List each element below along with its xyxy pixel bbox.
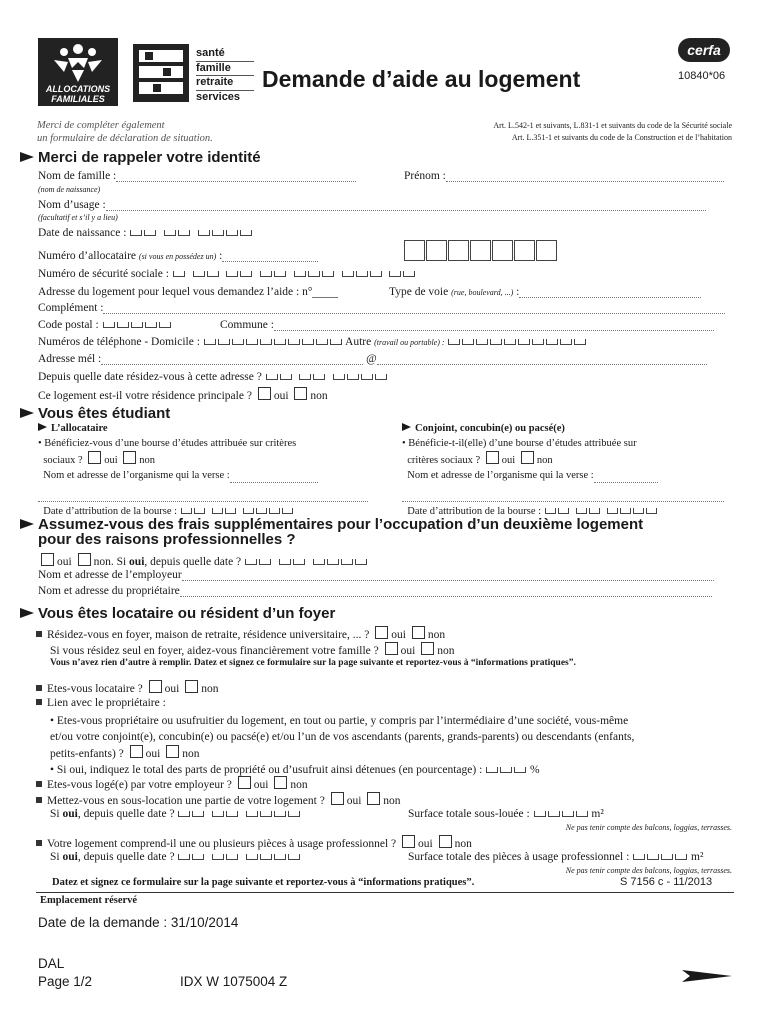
hint-balcons-1: Ne pas tenir compte des balcons, loggias, terrasses. xyxy=(565,823,732,832)
legal-line-2: Art. L.351-1 et suivants du code de la Construction et de l’habitation xyxy=(511,133,732,142)
lien-non-checkbox[interactable] xyxy=(166,745,179,758)
field-employeur[interactable]: Nom et adresse de l’employeur xyxy=(38,569,714,581)
small-arrow-icon xyxy=(38,423,47,431)
field-num-secu[interactable]: Numéro de sécurité sociale : xyxy=(38,268,416,280)
field-commune[interactable]: Commune : xyxy=(220,319,714,331)
tenant-notice: Vous n’avez rien d’autre à remplir. Datez et signez ce formulaire sur la page suivante et reportez-vous à “informations pratiques”. xyxy=(50,658,576,668)
field-depuis-date[interactable]: Depuis quelle date résidez-vous à cette adresse ? xyxy=(38,371,388,383)
msa-icon xyxy=(133,44,189,102)
date-demande: Date de la demande : 31/10/2014 xyxy=(38,915,239,930)
cerfa-text: cerfa xyxy=(687,42,721,58)
field-nom-famille[interactable]: Nom de famille : xyxy=(38,170,356,182)
foyer-oui-checkbox[interactable] xyxy=(375,626,388,639)
pro-oui-checkbox[interactable] xyxy=(402,835,415,848)
msa-logo xyxy=(133,44,189,102)
tenant-heading: Vous êtes locataire ou résident d’un foyer xyxy=(20,605,335,622)
reserved-area-border xyxy=(36,892,734,893)
student1-non-checkbox[interactable] xyxy=(123,451,136,464)
msa-line-retraite: retraite xyxy=(196,76,254,91)
msa-line-services: services xyxy=(196,90,241,103)
souslocation-non-checkbox[interactable] xyxy=(367,792,380,805)
student2-non-checkbox[interactable] xyxy=(521,451,534,464)
section-arrow-icon xyxy=(20,408,34,418)
q-seul: Si vous résidez seul en foyer, aidez-vous financièrement votre famille ? oui non xyxy=(50,642,454,657)
legal-line-1: Art. L.542-1 et suivants, L.831-1 et suivants du code de la Sécurité sociale xyxy=(493,121,732,130)
field-surface-pro[interactable]: Surface totale des pièces à usage professionnel : m² xyxy=(408,851,704,863)
second-home-non-checkbox[interactable] xyxy=(78,553,91,566)
small-arrow-icon xyxy=(402,423,411,431)
autre-label: Autre xyxy=(345,336,372,348)
student1-org-field[interactable]: Nom et adresse de l’organisme qui la verse : xyxy=(38,468,378,483)
q-locataire: Etes-vous locataire ? oui non xyxy=(36,680,219,695)
hint-balcons-2: Ne pas tenir compte des balcons, loggias, terrasses. xyxy=(565,866,732,875)
bullet-square-icon xyxy=(36,685,42,691)
field-type-voie[interactable]: Type de voie (rue, boulevard, ...) : xyxy=(389,286,701,298)
section-arrow-icon xyxy=(20,519,34,529)
lien-oui-checkbox[interactable] xyxy=(130,745,143,758)
section-arrow-icon xyxy=(20,152,34,162)
souslocation-oui-checkbox[interactable] xyxy=(331,792,344,805)
student-col1: L’allocataire • Bénéficiez-vous d’une bourse d’études attribuée sur critères sociaux ? oui non Nom et adresse de l’organisme qui la verse : Date d’attribution de la bourse : xyxy=(38,421,378,519)
nom-naissance-hint: (nom de naissance) xyxy=(38,185,101,194)
employeur-non-checkbox[interactable] xyxy=(274,776,287,789)
student2-oui-checkbox[interactable] xyxy=(486,451,499,464)
field-pro-date[interactable]: Si oui, depuis quelle date ? xyxy=(50,851,301,863)
field-souslocation-date[interactable]: Si oui, depuis quelle date ? xyxy=(50,808,301,820)
section-arrow-icon xyxy=(20,608,34,618)
field-date-naissance[interactable]: Date de naissance : xyxy=(38,227,253,239)
q-lien-text: • Etes-vous propriétaire ou usufruitier du logement, en tout ou partie, y compris par l’intermédiaire d’une société, vous-même et/ou votre conjoint(e), concubin(e) ou pacsé(e) et/ou l’un de vos ascendants (parents, grands-parents) ou descendants (enfants, petits-enfants) ? oui non • Si oui, indiquez le total des parts de propriété ou d’usufruit ainsi détenues (en pourcentage) : % xyxy=(50,713,740,778)
bullet-square-icon xyxy=(36,840,42,846)
student1-date-field[interactable]: Date d’attribution de la bourse : xyxy=(38,504,378,519)
bullet-square-icon xyxy=(36,631,42,637)
student2-org-field[interactable]: Nom et adresse de l’organisme qui la verse : xyxy=(402,468,734,483)
foyer-non-checkbox[interactable] xyxy=(412,626,425,639)
field-num-allocataire[interactable]: Numéro d’allocataire (si vous en possédez un) : xyxy=(38,250,318,262)
page-title: Demande d’aide au logement xyxy=(262,66,581,92)
bullet-square-icon xyxy=(36,797,42,803)
residence-oui-checkbox[interactable] xyxy=(258,387,271,400)
q-pro: Votre logement comprend-il une ou plusieurs pièces à usage professionnel ? oui non xyxy=(36,835,472,850)
msa-line-sante: santé xyxy=(196,47,254,62)
form-reference: S 7156 c - 11/2013 xyxy=(620,876,713,888)
student-col2: Conjoint, concubin(e) ou pacsé(e) • Bénéficie-t-il(elle) d’une bourse d’études attribuée sur critères sociaux ? oui non Nom et adresse de l’organisme qui la verse : Date d’attribution de la bourse : xyxy=(402,421,734,519)
msa-line-famille: famille xyxy=(196,62,254,77)
idx-reference: IDX W 1075004 Z xyxy=(180,974,288,989)
q-lien: Lien avec le propriétaire : xyxy=(36,697,166,709)
note-line-2: un formulaire de déclaration de situation. xyxy=(37,133,213,144)
field-residence-principale: Ce logement est-il votre résidence principale ? oui non xyxy=(38,387,328,402)
residence-non-checkbox[interactable] xyxy=(294,387,307,400)
field-surface-souslouee[interactable]: Surface totale sous-louée : m² xyxy=(408,808,604,820)
field-email[interactable]: Adresse mél : @ xyxy=(38,353,707,365)
locataire-oui-checkbox[interactable] xyxy=(149,680,162,693)
field-parts[interactable]: • Si oui, indiquez le total des parts de propriété ou d’usufruit ainsi détenues (en pourcentage) : % xyxy=(50,764,540,776)
field-proprietaire[interactable]: Nom et adresse du propriétaire xyxy=(38,585,712,597)
seul-non-checkbox[interactable] xyxy=(421,642,434,655)
form-number: 10840*06 xyxy=(678,70,726,82)
footer-note: Datez et signez ce formulaire sur la page suivante et reportez-vous à “informations pratiques”. xyxy=(52,877,475,888)
identity-heading: Merci de rappeler votre identité xyxy=(20,149,261,166)
nom-usage-hint: (facultatif et s’il y a lieu) xyxy=(38,213,118,222)
q-employeur: Etes-vous logé(e) par votre employeur ? oui non xyxy=(36,776,308,791)
pro-non-checkbox[interactable] xyxy=(439,835,452,848)
seul-oui-checkbox[interactable] xyxy=(385,642,398,655)
field-adresse[interactable]: Adresse du logement pour lequel vous demandez l’aide : n° xyxy=(38,286,338,298)
page-number: Page 1/2 xyxy=(38,974,93,989)
caf-logo-text: ALLOCATIONS FAMILIALES xyxy=(45,84,111,104)
note-line-1: Merci de compléter également xyxy=(37,120,165,131)
next-page-arrow-icon xyxy=(682,966,732,991)
field-code-postal[interactable]: Code postal : xyxy=(38,319,172,331)
q-souslocation: Mettez-vous en sous-location une partie de votre logement ? oui non xyxy=(36,792,401,807)
msa-lines xyxy=(196,47,254,104)
second-home-oui-checkbox[interactable] xyxy=(41,553,54,566)
field-nom-usage[interactable]: Nom d’usage : xyxy=(38,199,706,211)
reserved-label: Emplacement réservé xyxy=(40,895,138,906)
locataire-non-checkbox[interactable] xyxy=(185,680,198,693)
second-home-answer: oui non. Si oui, depuis quelle date ? xyxy=(38,553,368,568)
student-heading: Vous êtes étudiant xyxy=(20,405,170,422)
dal-label: DAL xyxy=(38,956,65,971)
q-foyer: Résidez-vous en foyer, maison de retraite, résidence universitaire, ... ? oui non xyxy=(36,626,445,641)
bullet-square-icon xyxy=(36,699,42,705)
caf-family-icon xyxy=(38,38,118,86)
student1-oui-checkbox[interactable] xyxy=(88,451,101,464)
field-complement[interactable]: Complément : xyxy=(38,302,725,314)
caf-logo xyxy=(38,38,118,106)
bullet-square-icon xyxy=(36,781,42,787)
field-prenom[interactable]: Prénom : xyxy=(404,170,724,182)
cerfa-logo xyxy=(678,38,730,62)
student2-date-field[interactable]: Date d’attribution de la bourse : xyxy=(402,504,734,519)
second-home-heading: Assumez-vous des frais supplémentaires pour l’occupation d’un deuxième logement pour des raisons professionnelles ? xyxy=(20,517,740,547)
employeur-oui-checkbox[interactable] xyxy=(238,776,251,789)
field-telephone[interactable]: Numéros de téléphone - Domicile : Autre (travail ou portable) : xyxy=(38,336,587,348)
allocataire-boxes[interactable] xyxy=(404,240,558,266)
